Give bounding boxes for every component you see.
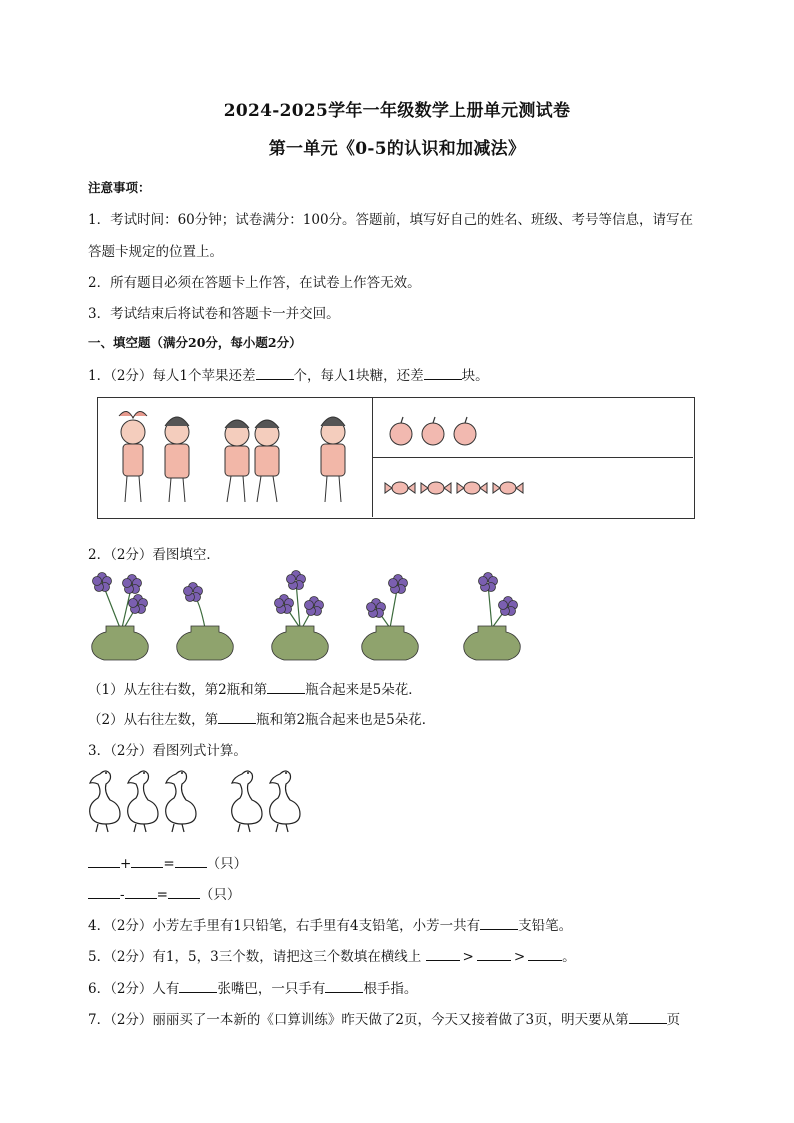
question-4 (88, 914, 572, 934)
flower-icon (389, 575, 408, 594)
answer-blank[interactable] (325, 980, 363, 993)
question-6 (88, 977, 417, 997)
answer-blank[interactable] (131, 855, 163, 868)
question-2-sub-2 (88, 708, 435, 728)
q5-text-1: 5．（2分）有1，5，3三个数，请把这三个数填在横线上 (88, 949, 422, 965)
question-2: 2．（2分）看图填空． (88, 547, 220, 563)
goose-icon (90, 771, 120, 832)
notice-item-2: 2．所有题目必须在答题卡上作答，在试卷上作答无效。 (88, 275, 421, 291)
answer-blank[interactable] (480, 917, 518, 930)
section-heading: 一、填空题（满分20分，每小题2分） (88, 335, 302, 350)
q2-sub1-text-1: （1）从左往右数，第2瓶和第 (88, 682, 268, 698)
question-3: 3．（2分）看图列式计算。 (88, 743, 247, 759)
question-5 (88, 945, 576, 965)
page-subtitle: 第一单元《0-5的认识和加减法》 (268, 139, 526, 159)
goose-icon (128, 771, 158, 832)
q1-text-2: 个，每人1块糖，还差 (293, 368, 424, 384)
page-title: 2024-2025学年一年级数学上册单元测试卷 (223, 101, 571, 121)
candy-icon (385, 482, 415, 494)
answer-blank[interactable] (88, 855, 120, 868)
goose-icon (166, 771, 196, 832)
flower-icon (184, 583, 203, 602)
q1-text-1: 1．（2分）每人1个苹果还差 (88, 368, 256, 384)
answer-blank[interactable] (88, 886, 120, 899)
candies-illustration (382, 473, 682, 503)
notice-heading: 注意事项： (88, 180, 151, 195)
notice-item-1b: 答题卡规定的位置上。 (88, 244, 223, 260)
plus-sign: + (120, 856, 132, 872)
q1-divider (372, 457, 693, 458)
flower-icon (287, 571, 306, 590)
q5-end: 。 (562, 949, 576, 965)
unit-label: （只） (199, 887, 241, 903)
q2-sub2-text-2: 瓶和第2瓶合起来也是5朵花． (256, 712, 436, 728)
goose-icon (232, 771, 262, 832)
equals-sign: = (156, 887, 168, 903)
notice-item-1a: 1．考试时间：60分钟；试卷满分：100分。答题前，填写好自己的姓名、班级、考号等信息，请写在 (88, 212, 694, 228)
answer-blank[interactable] (528, 948, 562, 961)
q1-text-3: 块。 (461, 368, 489, 384)
q6-text-3: 根手指。 (363, 981, 418, 997)
greater-than-sign: > (513, 949, 526, 965)
flower-icon (275, 595, 294, 614)
apple-icon (390, 423, 412, 445)
answer-blank[interactable] (125, 886, 157, 899)
q7-text-1: 7．（2分）丽丽买了一本新的《口算训练》昨天做了2页，今天又接着做了3页，明天要从第 (88, 1012, 629, 1028)
unit-label: （只） (206, 856, 248, 872)
vase-icon (92, 626, 149, 660)
vase-icon (177, 626, 234, 660)
flower-icon (499, 597, 518, 616)
q3-addition-line (88, 852, 247, 872)
q2-sub2-text-1: （2）从右往左数，第 (88, 712, 219, 728)
q6-text-2: 张嘴巴，一只手有 (217, 981, 326, 997)
answer-blank[interactable] (477, 948, 511, 961)
q7-text-2: 页 (666, 1012, 681, 1028)
q4-text-2: 支铅笔。 (518, 918, 573, 934)
answer-blank[interactable] (218, 711, 256, 724)
answer-blank[interactable] (426, 948, 460, 961)
candy-icon (457, 482, 487, 494)
apple-icon (454, 423, 476, 445)
candy-icon (421, 482, 451, 494)
greater-than-sign: > (462, 949, 474, 965)
answer-blank[interactable] (168, 886, 200, 899)
flower-icon (305, 597, 324, 616)
q2-sub1-text-2: 瓶合起来是5朵花． (305, 682, 422, 698)
q3-subtraction-line (88, 883, 240, 903)
candy-icon (493, 482, 523, 494)
apples-illustration (385, 412, 685, 452)
question-7 (88, 1008, 680, 1028)
answer-blank[interactable] (629, 1011, 667, 1024)
vase-icon (464, 626, 521, 660)
answer-blank[interactable] (179, 980, 217, 993)
notice-item-3: 3．考试结束后将试卷和答题卡一并交回。 (88, 306, 340, 322)
goose-icon (270, 771, 300, 832)
vases-illustration (90, 568, 530, 663)
answer-blank[interactable] (175, 855, 207, 868)
answer-blank[interactable] (424, 367, 462, 380)
answer-blank[interactable] (256, 367, 294, 380)
question-1 (88, 364, 489, 384)
question-2-sub-1 (88, 678, 422, 698)
geese-illustration (88, 768, 318, 836)
vase-icon (362, 626, 419, 660)
minus-sign: - (120, 887, 125, 903)
flower-icon (479, 573, 498, 592)
answer-blank[interactable] (267, 681, 305, 694)
children-illustration (105, 402, 365, 512)
q4-text-1: 4．（2分）小芳左手里有1只铅笔，右手里有4支铅笔，小芳一共有 (88, 918, 481, 934)
vase-icon (272, 626, 329, 660)
apple-icon (422, 423, 444, 445)
equals-sign: = (163, 856, 175, 872)
q6-text-1: 6．（2分）人有 (88, 981, 180, 997)
